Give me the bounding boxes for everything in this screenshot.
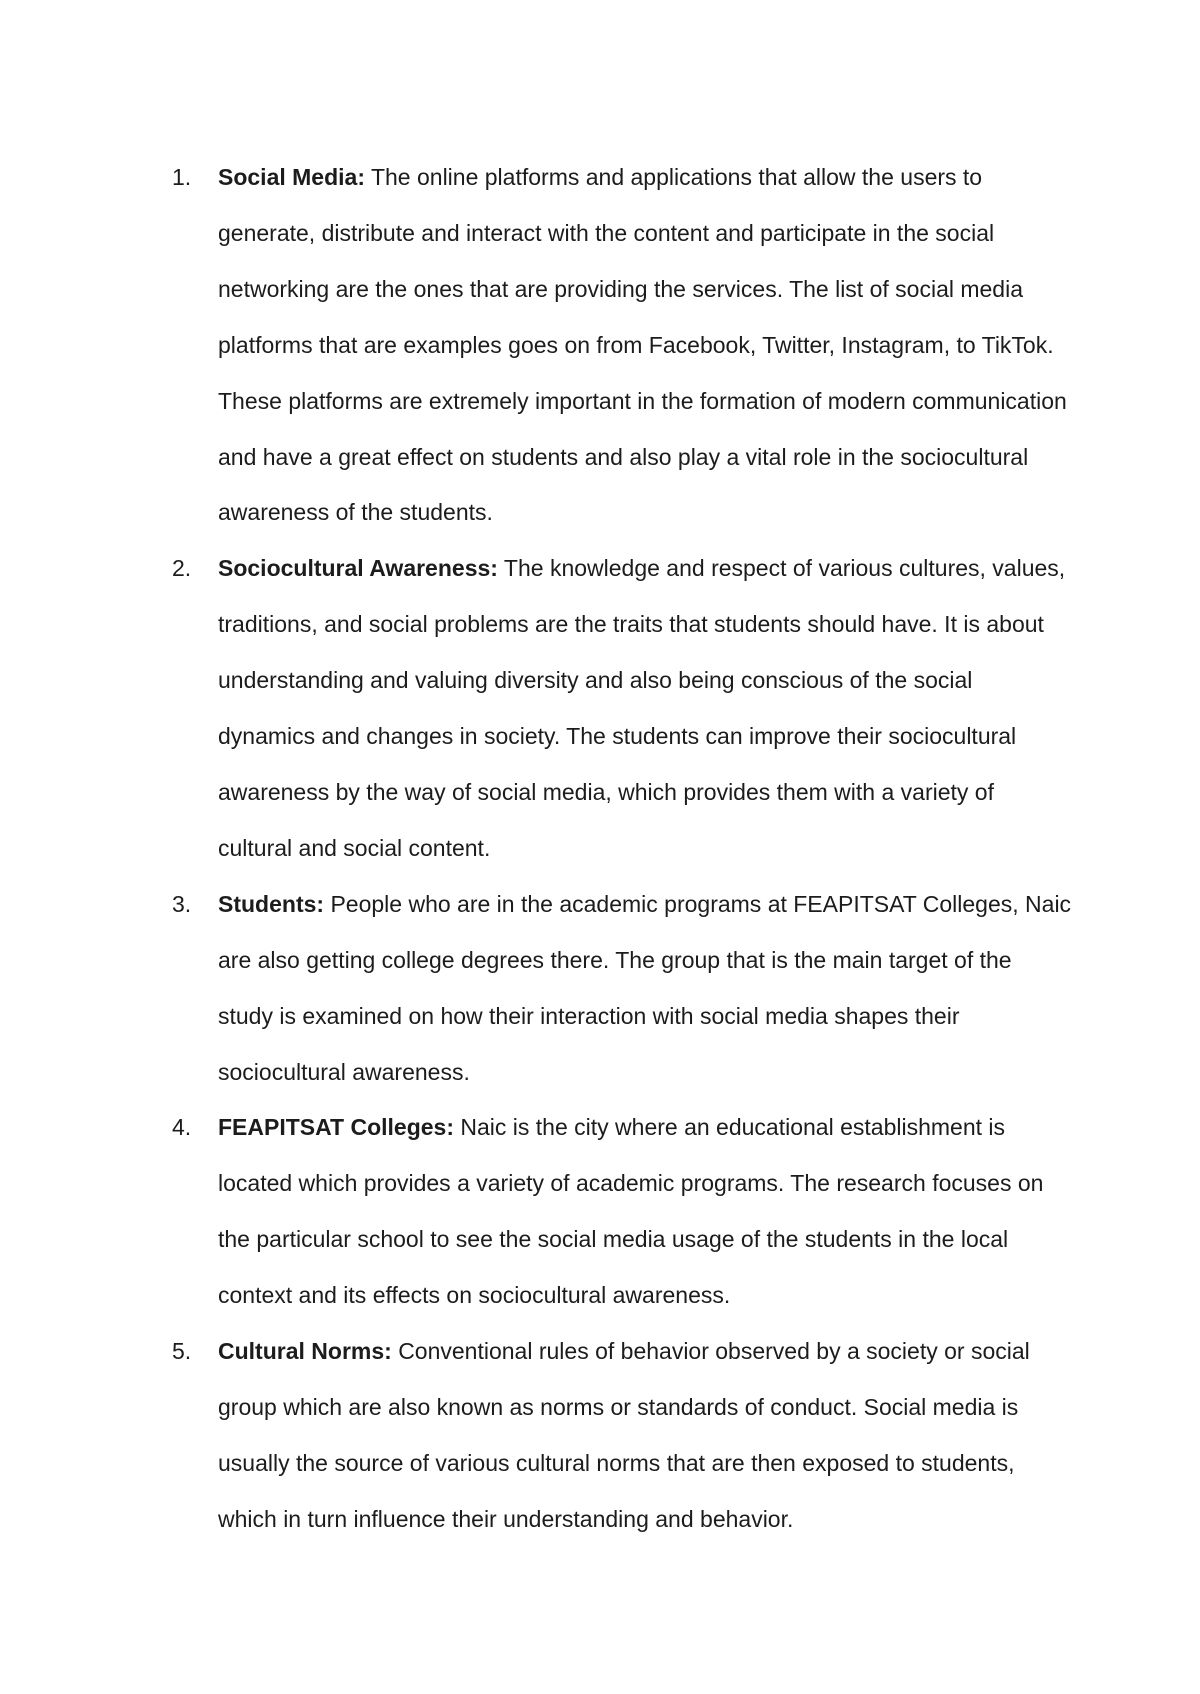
list-number: 2. bbox=[172, 555, 192, 582]
list-item-cultural-norms bbox=[172, 1324, 1072, 1548]
term-label: Sociocultural Awareness: bbox=[218, 555, 498, 582]
list-number: 3. bbox=[172, 890, 192, 917]
list-item-students bbox=[172, 877, 1072, 1101]
term-label: Cultural Norms: bbox=[218, 1338, 392, 1365]
term-definition: The online platforms and applications that allow the users to generate, distribute and interact with the content and participate in the social networking are the ones that are providing the services. The list of social media platforms that are examples goes on from Facebook, Twitter, Instagram, to TikTok. These platforms are extremely important in the formation of modern communication and have a great effect on students and also play a vital role in the sociocultural awareness of the students. bbox=[218, 164, 1067, 526]
list-number: 5. bbox=[172, 1338, 192, 1365]
term-label: Students: bbox=[218, 890, 325, 917]
definition-list bbox=[172, 150, 1072, 1548]
list-number: 4. bbox=[172, 1114, 192, 1141]
term-label: Social Media: bbox=[218, 164, 365, 190]
list-item-sociocultural-awareness bbox=[172, 541, 1072, 876]
list-number: 1. bbox=[172, 164, 192, 190]
term-definition: Conventional rules of behavior observed by a society or social group which are also known as norms or standards of conduct. Social media is usually the source of various cultural norms that are then exposed to students, which in turn influence their understanding and behavior. bbox=[218, 1338, 1030, 1532]
term-definition: The knowledge and respect of various cultures, values, traditions, and social problems are the traits that students should have. It is about understanding and valuing diversity and also being conscious of the social dynamics and changes in society. The students can improve their sociocultural awareness by the way of social media, which provides them with a variety of cultural and social content. bbox=[218, 555, 1066, 861]
term-definition: Naic is the city where an educational establishment is located which provides a variety of academic programs. The research focuses on the particular school to see the social media usage of the students in the local context and its effects on sociocultural awareness. bbox=[218, 1114, 1044, 1309]
term-definition: People who are in the academic programs at FEAPITSAT Colleges, Naic are also getting college degrees there. The group that is the main target of the study is examined on how their interaction with social media shapes their sociocultural awareness. bbox=[218, 890, 1072, 1085]
list-item-social-media bbox=[172, 150, 1072, 541]
list-item-feapitsat-colleges bbox=[172, 1100, 1072, 1324]
term-label: FEAPITSAT Colleges: bbox=[218, 1114, 454, 1141]
